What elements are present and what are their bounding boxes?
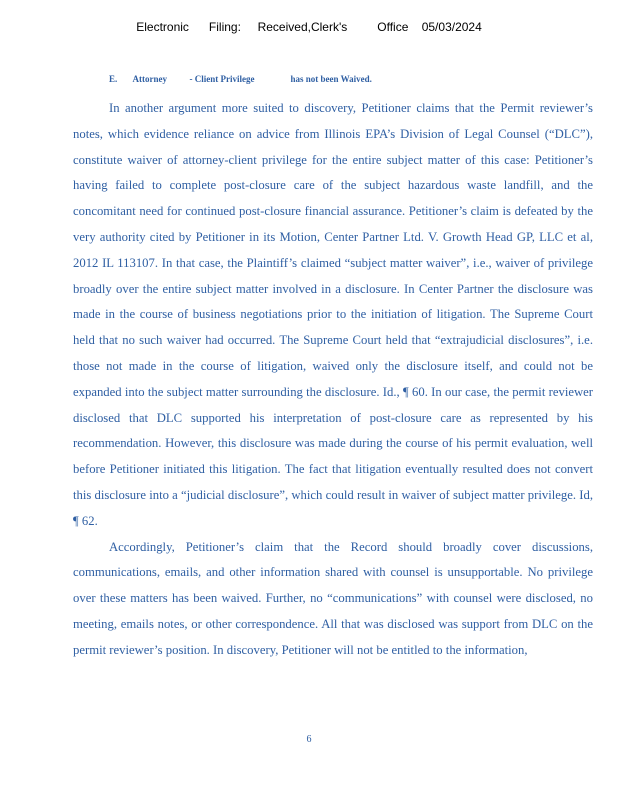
- document-body: [73, 96, 593, 664]
- page-number: 6: [306, 734, 312, 745]
- filing-stamp: Electronic Filing: Received,Clerk's Office 05/03/2024: [136, 20, 482, 34]
- paragraph-privilege-waiver-argument: In another argument more suited to discovery, Petitioner claims that the Permit reviewer’s notes, which evidence reliance on advice from Illinois EPA’s Division of Legal Counsel (“DLC”), constitute waiver of attorney-client privilege for the entire subject matter of this case: Petitioner’s having failed to complete post-closure care of the subject hazardous waste landfill, and the concomitant need for continued post-closure financial assurance. Petitioner’s claim is defeated by the very authority cited by Petitioner in its Motion, Center Partner Ltd. V. Growth Head GP, LLC et al, 2012 IL 113107. In that case, the Plaintiff’s claimed “subject matter waiver”, i.e., waiver of privilege broadly over the entire subject matter involved in a disclosure. In Center Partner the disclosure was made in the course of business negotiations prior to the initiation of litigation. The Supreme Court held that no such waiver had occurred. The Supreme Court held that “extrajudicial disclosures”, i.e. those not made in the course of litigation, waived only the disclosure itself, and could not be expanded into the subject matter surrounding the disclosure. Id., ¶ 60. In our case, the permit reviewer disclosed that DLC supported his interpretation of post-closure care as represented by his recommendation. However, this disclosure was made during the course of his permit evaluation, well before Petitioner initiated this litigation. The fact that litigation eventually resulted does not convert this disclosure into a “judicial disclosure”, which could result in waiver of subject matter privilege. Id, ¶ 62.: [73, 101, 593, 528]
- section-heading: E. Attorney - Client Privilege has not been Waived.: [109, 74, 372, 84]
- paragraph-accordingly: Accordingly, Petitioner’s claim that the Record should broadly cover discussions, communications, emails, and other information shared with counsel is unsupportable. No privilege over these matters has been waived. Further, no “communications” with counsel were disclosed, no meeting, emails notes, or other correspondence. All that was disclosed was support from DLC on the permit reviewer’s position. In discovery, Petitioner will not be entitled to the information,: [73, 539, 593, 657]
